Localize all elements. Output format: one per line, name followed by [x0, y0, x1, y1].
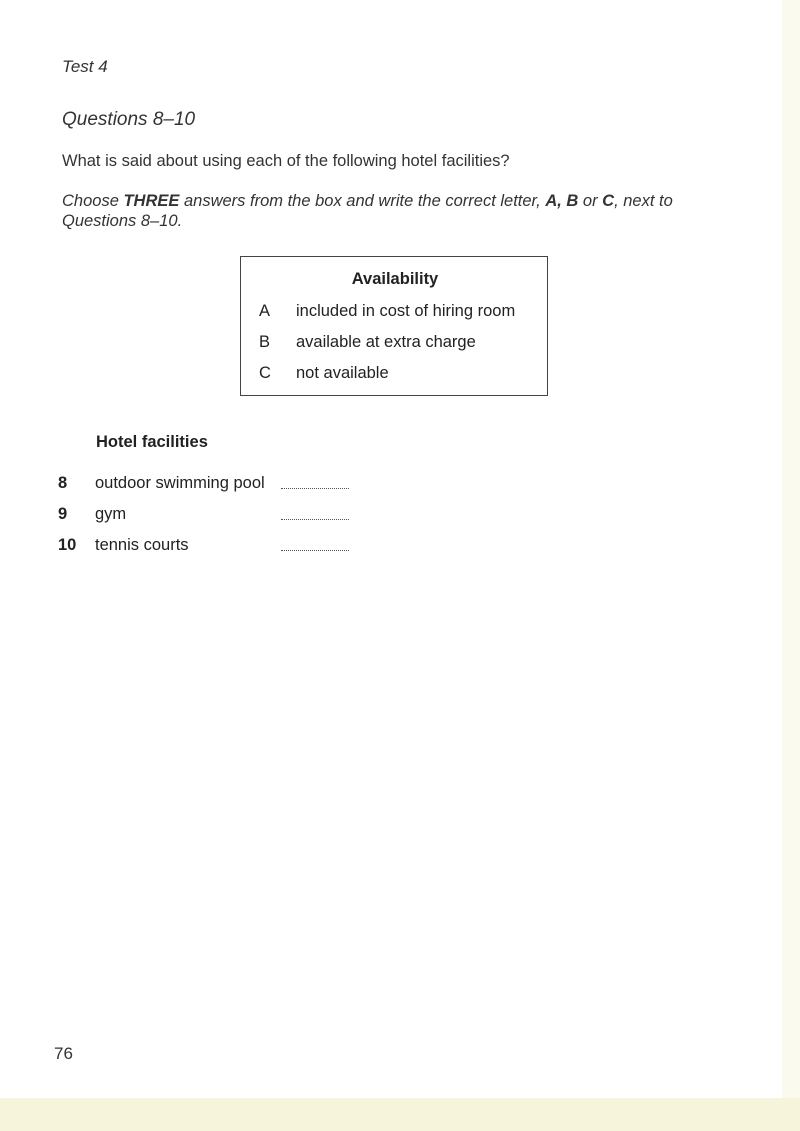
instructions-emphasis: THREE	[123, 192, 180, 210]
availability-box	[240, 256, 548, 396]
scan-edge-bottom	[0, 1098, 800, 1131]
option-letter: C	[259, 364, 271, 382]
instructions-emphasis: A, B	[545, 192, 579, 210]
option-letter: A	[259, 302, 271, 320]
instructions-part: answers from the box and write the correct letter,	[179, 192, 546, 210]
questions-heading: Questions 8–10	[62, 109, 196, 130]
option-text: not available	[296, 364, 389, 382]
facility-label: outdoor swimming pool	[95, 474, 265, 492]
scan-edge-right	[782, 0, 800, 1131]
option-text: available at extra charge	[296, 333, 476, 351]
instructions	[62, 191, 722, 231]
question-number: 10	[58, 536, 77, 554]
availability-title: Availability	[351, 270, 439, 288]
option-text: included in cost of hiring room	[296, 302, 516, 320]
instructions-part: , next to Questions 8–10.	[62, 192, 673, 230]
option-letter: B	[259, 333, 271, 351]
answer-blank[interactable]	[281, 542, 349, 551]
question-number: 9	[58, 505, 68, 523]
page-number: 76	[54, 1044, 73, 1063]
facilities-heading: Hotel facilities	[96, 433, 208, 451]
facility-label: gym	[95, 505, 127, 523]
test-label: Test 4	[62, 57, 108, 76]
answer-blank[interactable]	[281, 511, 349, 520]
question-text: What is said about using each of the following hotel facilities?	[62, 152, 510, 170]
instructions-emphasis: C	[602, 192, 615, 210]
answer-blank[interactable]	[281, 480, 349, 489]
instructions-part: or	[578, 192, 603, 210]
facility-label: tennis courts	[95, 536, 189, 554]
instructions-part: Choose	[62, 192, 124, 210]
question-number: 8	[58, 474, 68, 492]
